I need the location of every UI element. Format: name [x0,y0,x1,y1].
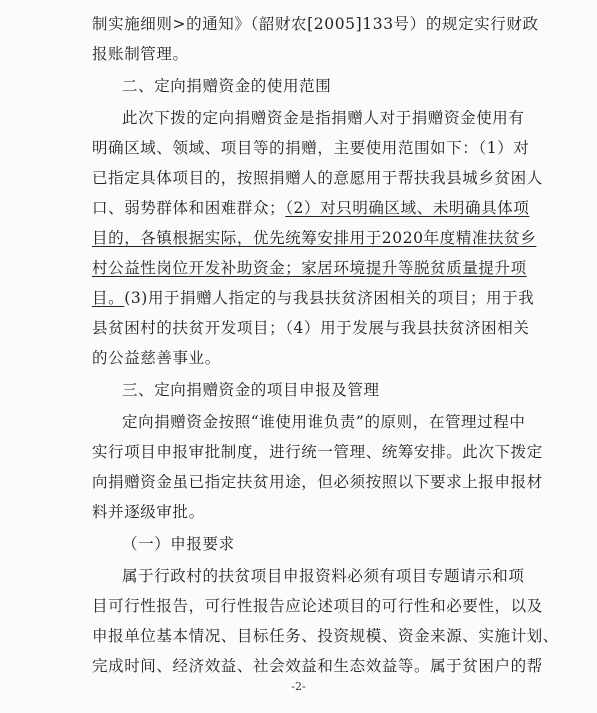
paragraph-line [92,288,557,308]
paragraph-line: 实行项目申报审批制度，进行统一管理、统筹安排。此次下拨定 [92,443,543,461]
paragraph-line: 申报单位基本情况、目标任务、投资规模、资金来源、实施计划、 [92,627,559,645]
paragraph-line: 制实施细则>的通知》（韶财农[2005]133号）的规定实行财政 [92,15,539,33]
paragraph-line: 的公益慈善事业。 [92,349,221,367]
paragraph-line: 属于行政村的扶贫项目申报资料必须有项目专题请示和项 [122,567,525,585]
paragraph-line: 定向捐赠资金按照“谁使用谁负责”的原则，在管理过程中 [122,413,526,431]
paragraph-line: 此次下拨的定向捐赠资金是指捐赠人对于捐赠资金使用有 [122,109,525,127]
paragraph-text: 口、弱势群体和困难群众； [92,199,286,217]
underlined-line: 目的，各镇根据实际，优先统筹安排用于2020年度精准扶贫乡 [92,229,537,247]
underlined-text: 目。 [92,289,125,307]
paragraph-line: 明确区域、领域、项目等的捐赠，主要使用范围如下：（1）对 [92,139,530,157]
underlined-line: 村公益性岗位开发补助资金；家居环境提升等脱贫质量提升项 [92,259,527,277]
paragraph-line: 县贫困村的扶贫开发项目；（4）用于发展与我县扶贫济困相关 [92,319,530,337]
section-heading: 三、定向捐赠资金的项目申报及管理 [122,381,380,399]
section-heading: 二、定向捐赠资金的使用范围 [122,77,332,95]
page-number: -2- [291,680,306,693]
subsection-heading: （一）申报要求 [122,535,235,553]
paragraph-line: 目可行性报告，可行性报告应论述项目的可行性和必要性，以及 [92,597,543,615]
paragraph-text: (3)用于捐赠人指定的与我县扶贫济困相关的项目；用于我 [124,289,535,307]
paragraph-line: 向捐赠资金虽已指定扶贫用途，但必须按照以下要求上报申报材 [92,473,543,491]
paragraph-line: 报账制管理。 [92,45,189,63]
paragraph-line: 料并逐级审批。 [92,503,205,521]
paragraph-line: 完成时间、经济效益、社会效益和生态效益等。属于贫困户的帮 [92,657,543,675]
underlined-text: （2）对只明确区域、未明确具体项 [285,199,530,217]
paragraph-line [92,198,557,218]
paragraph-line: 已指定具体项目的，按照捐赠人的意愿用于帮扶我县城乡贫困人 [92,169,543,187]
